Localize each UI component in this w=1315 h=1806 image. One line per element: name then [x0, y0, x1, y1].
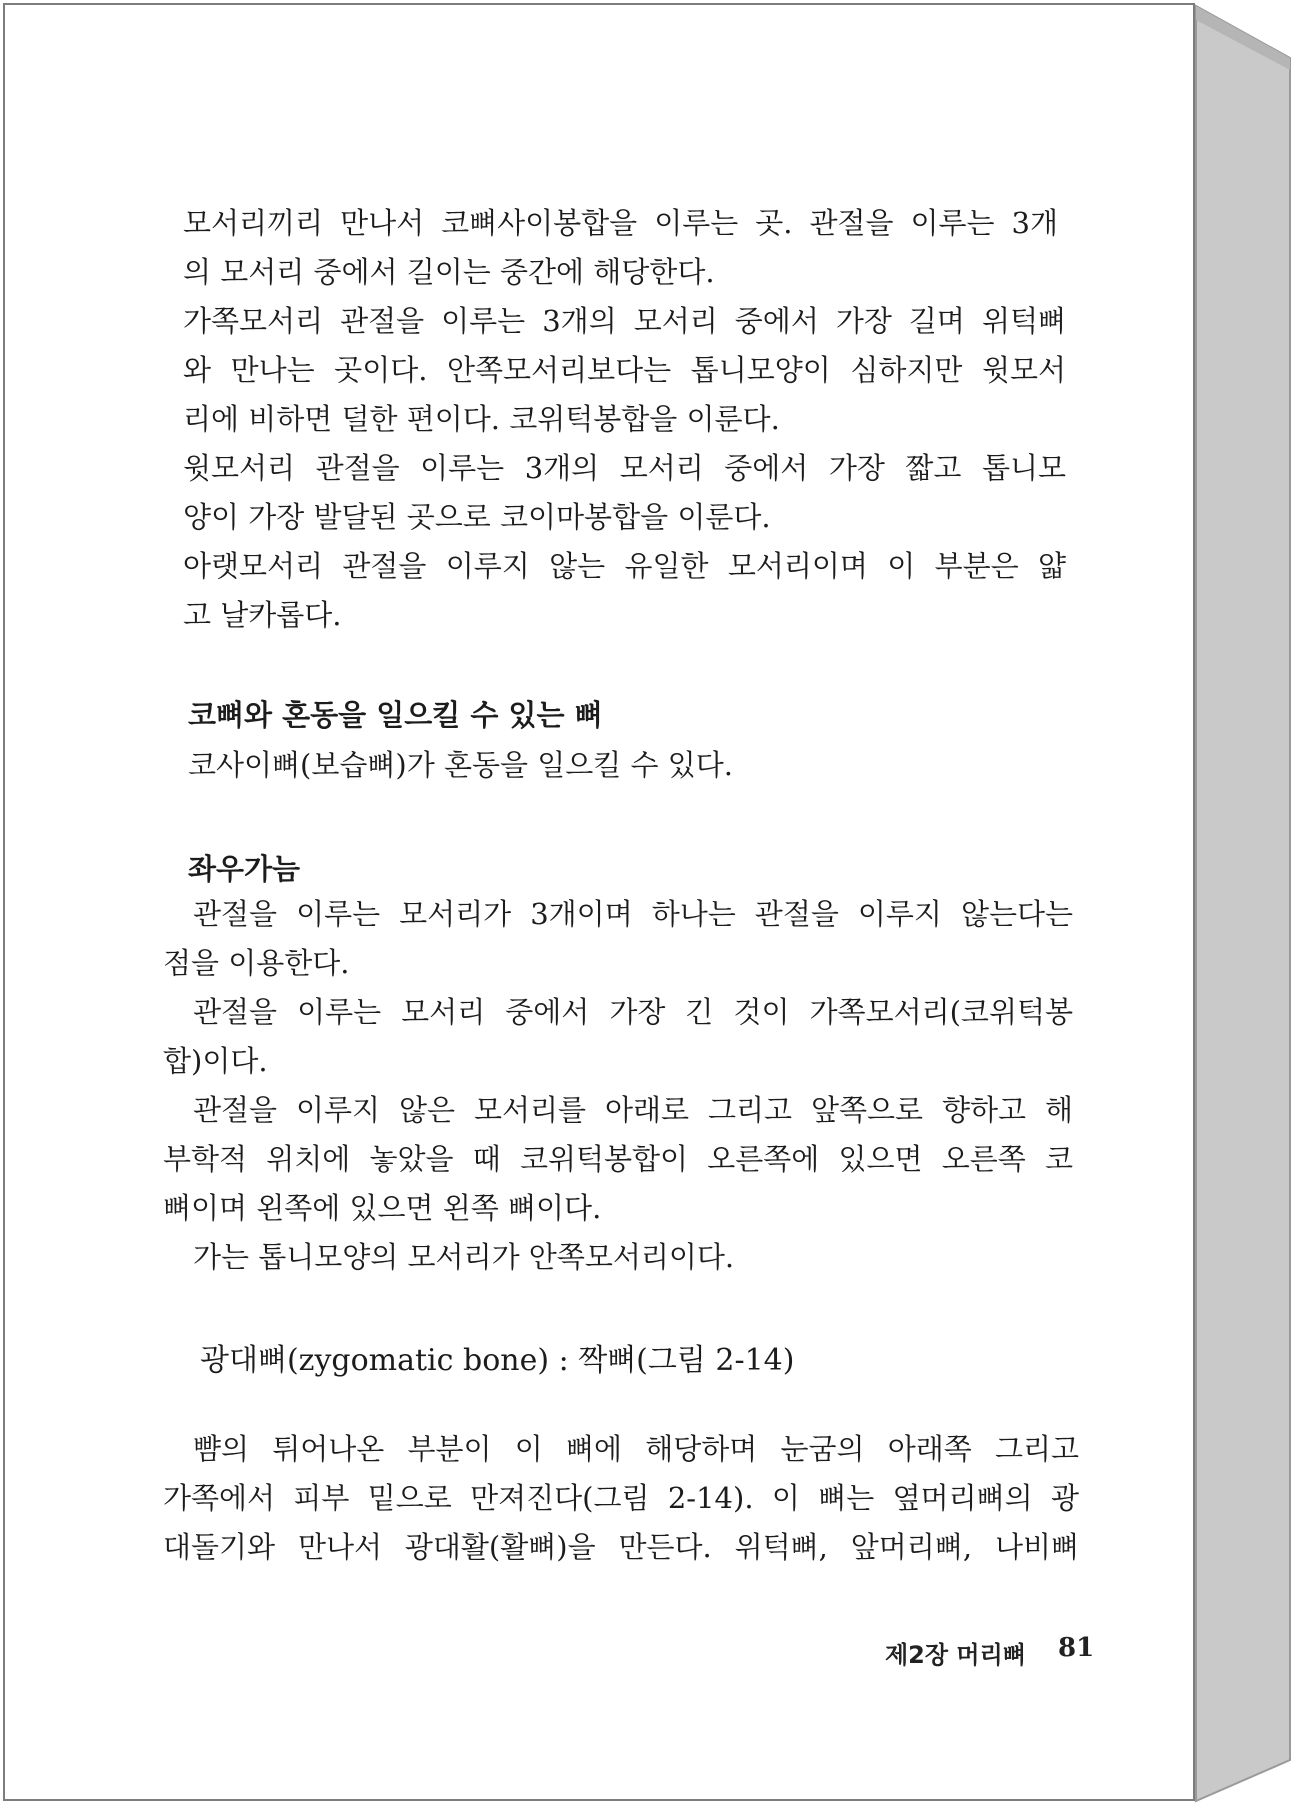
text-line: 부학적 위치에 놓았을 때 코위턱봉합이 오른쪽에 있으면 오른쪽 코	[163, 1142, 1073, 1176]
text-line: 관절을 이루는 모서리 중에서 가장 긴 것이 가쪽모서리(코위턱봉	[193, 995, 1073, 1029]
text-line: 코사이뼈(보습뼈)가 혼동을 일으킬 수 있다.	[188, 748, 733, 782]
left-right-paragraph-4	[193, 1233, 734, 1282]
page-sheet	[3, 3, 1195, 1801]
text-line: 합)이다.	[163, 1044, 268, 1078]
text-line: 양이 가장 발달된 곳으로 코이마봉합을 이룬다.	[183, 500, 771, 534]
text-line: 리에 비하면 덜한 편이다. 코위턱봉합을 이룬다.	[183, 402, 780, 436]
text-line: 뼈이며 왼쪽에 있으면 왼쪽 뼈이다.	[163, 1191, 602, 1225]
left-right-paragraph-3	[163, 1086, 1073, 1233]
text-line: 의 모서리 중에서 길이는 중간에 해당한다.	[183, 255, 715, 289]
footer-chapter-label: 제2장 머리뼈	[885, 1641, 1026, 1669]
text-line: 관절을 이루는 모서리가 3개이며 하나는 관절을 이루지 않는다는	[193, 897, 1073, 931]
text-line: 점을 이용한다.	[163, 946, 350, 980]
text-line: 대돌기와 만나서 광대활(활뼈)을 만든다. 위턱뼈, 앞머리뼈, 나비뼈	[163, 1530, 1079, 1564]
text-line: 아랫모서리 관절을 이루지 않는 유일한 모서리이며 이 부분은 얇	[183, 549, 1066, 583]
left-right-heading: 좌우가늠	[188, 852, 301, 886]
text-line: 고 날카롭다.	[183, 598, 342, 632]
confusion-heading: 코뼈와 혼동을 일으킬 수 있는 뼈	[188, 698, 603, 732]
left-right-paragraph-1	[163, 890, 1073, 988]
section-title: 광대뼈(zygomatic bone) : 짝뼈(그림 2-14)	[200, 1343, 795, 1378]
text-line: 윗모서리 관절을 이루는 3개의 모서리 중에서 가장 짧고 톱니모	[183, 451, 1066, 485]
text-line: 관절을 이루지 않은 모서리를 아래로 그리고 앞쪽으로 향하고 해	[193, 1093, 1073, 1127]
text-line: 모서리끼리 만나서 코뼈사이봉합을 이루는 곳. 관절을 이루는 3개	[183, 206, 1058, 240]
paragraph-inferior-border	[183, 542, 1066, 640]
text-line: 가쪽모서리 관절을 이루는 3개의 모서리 중에서 가장 길며 위턱뼈	[183, 304, 1066, 338]
page-number: 81	[1058, 1633, 1095, 1663]
text-line: 가는 톱니모양의 모서리가 안쪽모서리이다.	[193, 1240, 735, 1274]
paragraph-superior-border	[183, 444, 1066, 542]
paragraph-middle-border	[183, 199, 1058, 297]
text-line: 가쪽에서 피부 밑으로 만져진다(그림 2-14). 이 뼈는 옆머리뼈의 광	[163, 1481, 1079, 1515]
paragraph-lateral-border	[183, 297, 1066, 444]
left-right-paragraph-2	[163, 988, 1073, 1086]
text-line: 와 만나는 곳이다. 안쪽모서리보다는 톱니모양이 심하지만 윗모서	[183, 353, 1066, 387]
text-line: 뺨의 튀어나온 부분이 이 뼈에 해당하며 눈굼의 아래쪽 그리고	[193, 1432, 1079, 1466]
confusion-text	[188, 741, 733, 790]
section-paragraph	[163, 1425, 1079, 1572]
